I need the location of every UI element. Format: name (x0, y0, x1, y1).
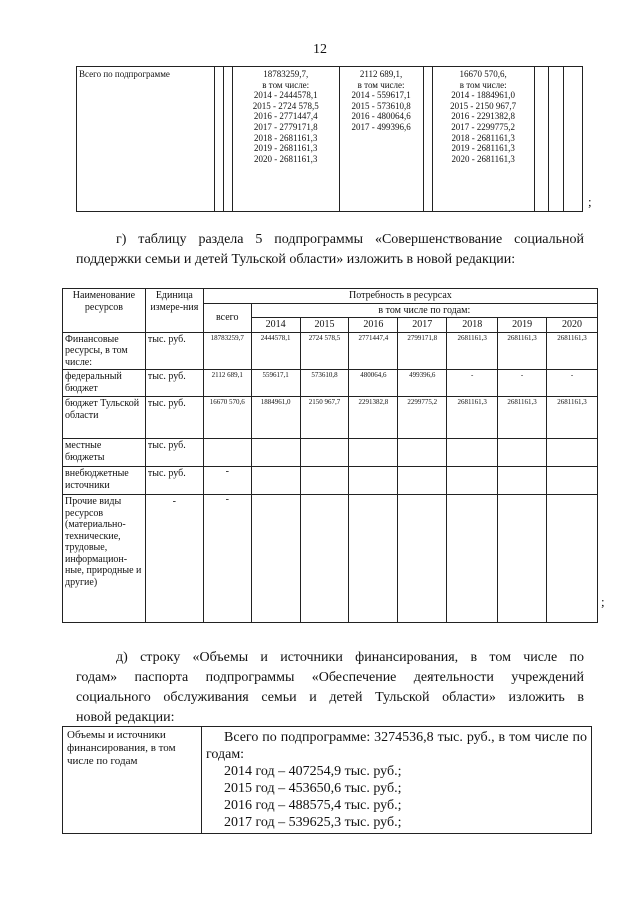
row-total: 2112 689,1 (203, 370, 251, 397)
paragraph-g (76, 230, 584, 270)
row-value (447, 439, 498, 467)
table-row (63, 495, 598, 623)
semicolon: ; (588, 194, 592, 209)
row-name: Прочие виды ресурсов (материально-технические, трудовые, информацион-ные, природные и другие) (63, 495, 146, 623)
row-value: 2771447,4 (349, 332, 398, 370)
row-value: 2799171,8 (398, 332, 447, 370)
row-value: 2681161,3 (498, 397, 547, 439)
table-row (63, 467, 598, 495)
funding-label: Объемы и источники финансирования, в том числе по годам (63, 727, 202, 834)
row-name: местные бюджеты (63, 439, 146, 467)
regional-line: 2019 - 2681161,3 (451, 143, 515, 154)
regional-line: 2017 - 2299775,2 (451, 121, 516, 132)
total-line: 18783259,7, (263, 69, 309, 79)
year-header: 2017 (398, 318, 447, 333)
row-value: 499396,6 (398, 370, 447, 397)
row-value: 480064,6 (349, 370, 398, 397)
year-header: 2020 (547, 318, 598, 333)
federal-line: 2016 - 480064,6 (351, 111, 411, 122)
row-value: 2724 578,5 (300, 332, 349, 370)
row-value (300, 467, 349, 495)
total-line: 2014 - 2444578,1 (253, 90, 318, 101)
row-unit: тыс. руб. (145, 467, 203, 495)
row-name: федеральный бюджет (63, 370, 146, 397)
total-line: 2015 - 2724 578,5 (252, 100, 319, 111)
row-value: 559617,1 (251, 370, 300, 397)
paragraph-line: новой редакции: (76, 710, 175, 725)
total-line: в том числе: (262, 79, 310, 90)
regional-line: 2014 - 1884961,0 (451, 90, 516, 101)
spacer-cell (534, 67, 549, 212)
table-row (63, 370, 598, 397)
row-total: - (203, 495, 251, 623)
paragraph-line: г) таблицу раздела 5 подпрограммы «Совершенствование социальной (116, 232, 584, 247)
header-need: Потребность в ресурсах (203, 289, 597, 304)
paragraph-line: поддержки семьи и детей Тульской области» изложить в новой редакции: (76, 252, 516, 267)
row-value (498, 467, 547, 495)
row-total: - (203, 467, 251, 495)
row-value (498, 439, 547, 467)
header-years: в том числе по годам: (251, 303, 597, 318)
regional-line: 2016 - 2291382,8 (451, 111, 516, 122)
row-value (349, 439, 398, 467)
total-line: 2020 - 2681161,3 (254, 153, 318, 164)
row-total: 16670 570,6 (203, 397, 251, 439)
row-value: 2681161,3 (447, 332, 498, 370)
spacer-cell (223, 67, 232, 212)
row-value (300, 439, 349, 467)
row-value (251, 495, 300, 623)
year-header: 2019 (498, 318, 547, 333)
row-value (398, 439, 447, 467)
row-name: внебюджетные источники (63, 467, 146, 495)
row-name: Финансовые ресурсы, в том числе: (63, 332, 146, 370)
spacer-cell (215, 67, 224, 212)
paragraph-d (76, 648, 584, 728)
row-value: 2681161,3 (447, 397, 498, 439)
row-value (547, 439, 598, 467)
spacer-cell (563, 67, 582, 212)
row-value: 2681161,3 (547, 397, 598, 439)
total-line: 2019 - 2681161,3 (254, 143, 318, 154)
regional-line: в том числе: (459, 79, 507, 90)
header-total: всего (203, 303, 251, 332)
federal-line: 2112 689,1, (359, 69, 403, 79)
regional-line: 2015 - 2150 967,7 (450, 100, 517, 111)
row-unit: тыс. руб. (145, 439, 203, 467)
row-unit: тыс. руб. (145, 397, 203, 439)
subprogram-total-table (76, 66, 583, 212)
row-value (447, 495, 498, 623)
row-value (398, 495, 447, 623)
federal-line: 2015 - 573610,8 (351, 100, 411, 111)
total-line: 2016 - 2771447,4 (253, 111, 318, 122)
regional-line: 16670 570,6, (459, 69, 507, 79)
row-value (349, 467, 398, 495)
semicolon: ; (601, 594, 605, 609)
funding-year-line: 2014 год – 407254,9 тыс. руб.; (224, 764, 402, 779)
header-unit: Единица измере-ния (145, 289, 203, 333)
page-number: 12 (313, 42, 327, 57)
row-value: 2150 967,7 (300, 397, 349, 439)
row-value (251, 439, 300, 467)
row-value: 2291382,8 (349, 397, 398, 439)
row-value: 2444578,1 (251, 332, 300, 370)
row-value (349, 495, 398, 623)
header-name: Наименование ресурсов (63, 289, 146, 333)
federal-line: 2017 - 499396,6 (351, 121, 411, 132)
total-line: 2018 - 2681161,3 (254, 132, 318, 143)
row-total: 18783259,7 (203, 332, 251, 370)
row-value (498, 495, 547, 623)
row-value: 2681161,3 (498, 332, 547, 370)
funding-year-line: 2015 год – 453650,6 тыс. руб.; (224, 781, 402, 796)
table-row (63, 332, 598, 370)
resources-table (62, 288, 598, 623)
paragraph-line: годам» паспорта подпрограммы «Обеспечение деятельности учреждений (76, 670, 584, 685)
row-value: - (447, 370, 498, 397)
total-label: Всего по подпрограмме (79, 69, 170, 79)
regional-breakdown-cell (432, 67, 534, 212)
year-header: 2016 (349, 318, 398, 333)
row-name: бюджет Тульской области (63, 397, 146, 439)
spacer-cell (423, 67, 432, 212)
row-value: 2681161,3 (547, 332, 598, 370)
regional-line: 2020 - 2681161,3 (451, 153, 515, 164)
total-line: 2017 - 2779171,8 (253, 121, 318, 132)
funding-year-line: 2016 год – 488575,4 тыс. руб.; (224, 798, 402, 813)
funding-intro: Всего по подпрограмме: 3274536,8 тыс. руб., в том числе по годам: (206, 730, 587, 762)
row-value: 573610,8 (300, 370, 349, 397)
row-total (203, 439, 251, 467)
row-value (398, 467, 447, 495)
paragraph-line: социального обслуживания семьи и детей Тульской области» изложить в (76, 690, 584, 705)
paragraph-line: д) строку «Объемы и источники финансирования, в том числе по (116, 650, 584, 665)
funding-content (202, 727, 592, 834)
year-header: 2018 (447, 318, 498, 333)
federal-breakdown-cell (339, 67, 423, 212)
row-value (547, 495, 598, 623)
funding-year-line: 2017 год – 539625,3 тыс. руб.; (224, 815, 402, 830)
row-value (447, 467, 498, 495)
total-breakdown-cell (232, 67, 339, 212)
row-value (300, 495, 349, 623)
row-value (251, 467, 300, 495)
row-unit: тыс. руб. (145, 332, 203, 370)
row-value (547, 467, 598, 495)
row-value: 2299775,2 (398, 397, 447, 439)
total-label-cell (77, 67, 215, 212)
funding-table (62, 726, 592, 834)
year-header: 2015 (300, 318, 349, 333)
federal-line: в том числе: (357, 79, 405, 90)
federal-line: 2014 - 559617,1 (351, 90, 411, 101)
year-header: 2014 (251, 318, 300, 333)
row-value: - (498, 370, 547, 397)
row-value: - (547, 370, 598, 397)
row-unit: - (145, 495, 203, 623)
spacer-cell (549, 67, 564, 212)
row-value: 1884961,0 (251, 397, 300, 439)
regional-line: 2018 - 2681161,3 (451, 132, 515, 143)
row-unit: тыс. руб. (145, 370, 203, 397)
table-row (63, 397, 598, 439)
table-row (63, 439, 598, 467)
